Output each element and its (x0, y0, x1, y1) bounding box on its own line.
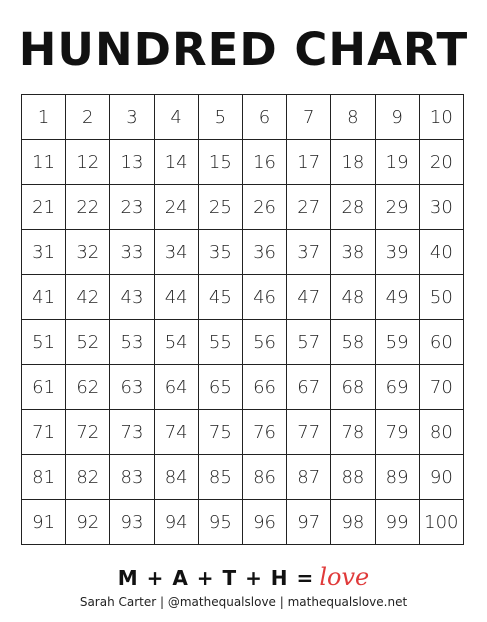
grid-cell: 91 (22, 500, 66, 545)
grid-cell: 15 (198, 140, 242, 185)
grid-cell: 8 (331, 95, 375, 140)
grid-cell: 43 (110, 275, 154, 320)
grid-cell: 64 (154, 365, 198, 410)
brand-logo (0, 563, 487, 591)
grid-cell: 1 (22, 95, 66, 140)
grid-cell: 78 (331, 410, 375, 455)
grid-cell: 82 (66, 455, 110, 500)
grid-cell: 3 (110, 95, 154, 140)
hundred-chart-grid (21, 94, 464, 545)
grid-cell: 26 (242, 185, 286, 230)
grid-cell: 23 (110, 185, 154, 230)
grid-cell: 59 (375, 320, 419, 365)
grid-cell: 14 (154, 140, 198, 185)
brand-formula: M + A + T + H = (117, 566, 315, 590)
grid-cell: 93 (110, 500, 154, 545)
grid-cell: 35 (198, 230, 242, 275)
grid-cell: 84 (154, 455, 198, 500)
grid-cell: 98 (331, 500, 375, 545)
grid-cell: 80 (419, 410, 463, 455)
grid-cell: 9 (375, 95, 419, 140)
grid-cell: 72 (66, 410, 110, 455)
grid-cell: 28 (331, 185, 375, 230)
grid-cell: 42 (66, 275, 110, 320)
grid-cell: 97 (287, 500, 331, 545)
brand-love-script: love (319, 563, 370, 591)
grid-cell: 71 (22, 410, 66, 455)
grid-cell: 89 (375, 455, 419, 500)
grid-cell: 41 (22, 275, 66, 320)
grid-cell: 94 (154, 500, 198, 545)
grid-cell: 76 (242, 410, 286, 455)
grid-cell: 56 (242, 320, 286, 365)
grid-cell: 31 (22, 230, 66, 275)
page-title: HUNDRED CHART (18, 23, 469, 76)
grid-cell: 55 (198, 320, 242, 365)
grid-cell: 85 (198, 455, 242, 500)
grid-cell: 67 (287, 365, 331, 410)
grid-cell: 65 (198, 365, 242, 410)
grid-cell: 16 (242, 140, 286, 185)
grid-cell: 54 (154, 320, 198, 365)
grid-cell: 19 (375, 140, 419, 185)
grid-cell: 53 (110, 320, 154, 365)
grid-cell: 99 (375, 500, 419, 545)
grid-cell: 58 (331, 320, 375, 365)
grid-cell: 75 (198, 410, 242, 455)
grid-cell: 34 (154, 230, 198, 275)
grid-cell: 46 (242, 275, 286, 320)
grid-cell: 69 (375, 365, 419, 410)
grid-cell: 25 (198, 185, 242, 230)
grid-cell: 2 (66, 95, 110, 140)
grid-cell: 4 (154, 95, 198, 140)
grid-cell: 27 (287, 185, 331, 230)
grid-cell: 21 (22, 185, 66, 230)
grid-cell: 10 (419, 95, 463, 140)
grid-cell: 61 (22, 365, 66, 410)
grid-cell: 13 (110, 140, 154, 185)
grid-cell: 51 (22, 320, 66, 365)
grid-row (22, 275, 464, 320)
grid-cell: 68 (331, 365, 375, 410)
grid-cell: 100 (419, 500, 463, 545)
grid-cell: 30 (419, 185, 463, 230)
grid-cell: 38 (331, 230, 375, 275)
grid-row (22, 185, 464, 230)
grid-row (22, 230, 464, 275)
grid-cell: 44 (154, 275, 198, 320)
grid-cell: 60 (419, 320, 463, 365)
grid-row (22, 500, 464, 545)
grid-cell: 73 (110, 410, 154, 455)
grid-row (22, 320, 464, 365)
grid-cell: 18 (331, 140, 375, 185)
grid-cell: 70 (419, 365, 463, 410)
grid-cell: 11 (22, 140, 66, 185)
grid-cell: 96 (242, 500, 286, 545)
grid-cell: 81 (22, 455, 66, 500)
grid-cell: 12 (66, 140, 110, 185)
grid-cell: 47 (287, 275, 331, 320)
grid-cell: 62 (66, 365, 110, 410)
grid-cell: 90 (419, 455, 463, 500)
grid-cell: 40 (419, 230, 463, 275)
grid-cell: 86 (242, 455, 286, 500)
grid-cell: 74 (154, 410, 198, 455)
grid-cell: 92 (66, 500, 110, 545)
grid-cell: 32 (66, 230, 110, 275)
grid-cell: 29 (375, 185, 419, 230)
grid-cell: 7 (287, 95, 331, 140)
grid-cell: 87 (287, 455, 331, 500)
grid-cell: 24 (154, 185, 198, 230)
grid-cell: 49 (375, 275, 419, 320)
grid-row (22, 455, 464, 500)
grid-row (22, 410, 464, 455)
grid-cell: 52 (66, 320, 110, 365)
grid-cell: 88 (331, 455, 375, 500)
grid-cell: 95 (198, 500, 242, 545)
grid-cell: 57 (287, 320, 331, 365)
grid-row (22, 365, 464, 410)
grid-cell: 48 (331, 275, 375, 320)
grid-cell: 79 (375, 410, 419, 455)
grid-cell: 33 (110, 230, 154, 275)
grid-cell: 37 (287, 230, 331, 275)
grid-cell: 6 (242, 95, 286, 140)
grid-cell: 83 (110, 455, 154, 500)
grid-cell: 45 (198, 275, 242, 320)
grid-cell: 66 (242, 365, 286, 410)
grid-cell: 36 (242, 230, 286, 275)
grid-cell: 5 (198, 95, 242, 140)
grid-cell: 50 (419, 275, 463, 320)
grid-cell: 17 (287, 140, 331, 185)
grid-cell: 22 (66, 185, 110, 230)
credits-line: Sarah Carter | @mathequalslove | mathequalslove.net (79, 595, 408, 609)
grid-row (22, 95, 464, 140)
grid-cell: 77 (287, 410, 331, 455)
grid-row (22, 140, 464, 185)
grid-cell: 39 (375, 230, 419, 275)
grid-cell: 20 (419, 140, 463, 185)
grid-cell: 63 (110, 365, 154, 410)
